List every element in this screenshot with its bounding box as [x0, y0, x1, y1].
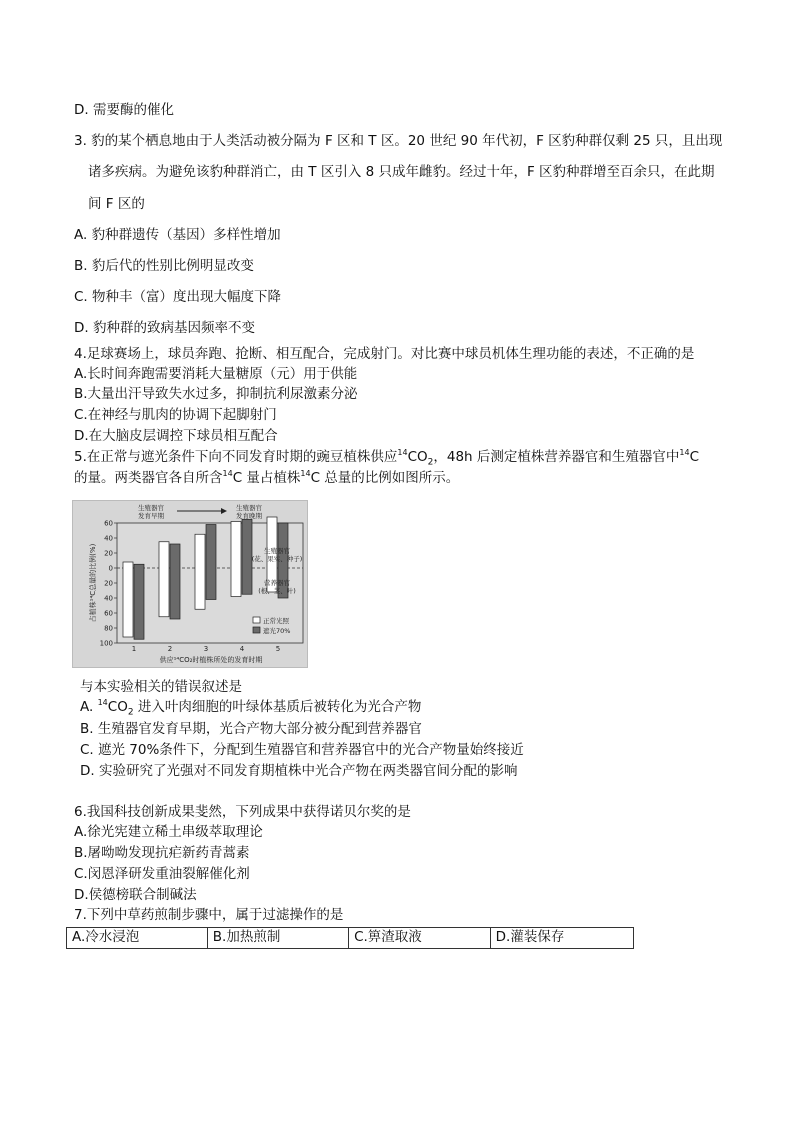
lower-region-line1: 营养器官: [264, 579, 290, 587]
q3-option-b: B. 豹后代的性别比例明显改变: [74, 258, 254, 274]
q5-stem-line2: 的量。两类器官各自所含$^{14}$C 量占植株$^{14}$C 总量的比例如图所示。: [74, 469, 460, 486]
y-tick-label: 60: [104, 609, 113, 618]
q3-stem-line3: 间 F 区的: [88, 196, 145, 212]
q7-options-table: [66, 927, 634, 949]
bar-normal-light-3: [195, 534, 205, 609]
q4-stem: 4.足球赛场上，球员奔跑、抢断、相互配合，完成射门。对比赛中球员机体生理功能的表述，不正确的是: [74, 346, 695, 362]
photosynthate-allocation-chart: [72, 500, 308, 668]
x-tick-label: 2: [167, 645, 173, 653]
upper-region-line2: (花、果实、种子): [251, 555, 303, 563]
x-tick-label: 3: [203, 645, 209, 653]
q5-option-a: A. $^{14}CO_2$ 进入叶肉细胞的叶绿体基质后被转化为光合产物: [80, 698, 422, 718]
lower-region-line2: (根、茎、叶): [258, 587, 296, 595]
q7-option-b: B.加热煎制: [207, 928, 348, 949]
header-left-line1: 生殖器官: [138, 504, 164, 512]
q7-options-row: [67, 928, 634, 949]
bar-normal-light-1: [123, 562, 133, 637]
q4-option-d: D.在大脑皮层调控下球员相互配合: [74, 428, 278, 444]
upper-region-line1: 生殖器官: [264, 547, 290, 555]
legend-swatch-normal: [253, 617, 260, 623]
x-tick-label: 4: [239, 645, 245, 653]
legend-label-normal: 正常光照: [263, 617, 289, 625]
bar-shade-70-4: [242, 519, 252, 594]
y-tick-label: 80: [104, 624, 113, 633]
legend-label-shade: 遮光70%: [263, 627, 291, 635]
q3-option-a: A. 豹种群遗传（基因）多样性增加: [74, 227, 281, 243]
q6-option-d: D.侯德榜联合制碱法: [74, 887, 197, 903]
x-tick-label: 5: [275, 645, 281, 653]
bar-shade-70-2: [170, 544, 180, 619]
x-tick-label: 1: [131, 645, 137, 653]
q5-option-b: B. 生殖器官发育早期，光合产物大部分被分配到营养器官: [80, 721, 422, 737]
q7-stem: 7.下列中草药煎制步骤中，属于过滤操作的是: [74, 907, 344, 923]
header-right-line1: 生殖器官: [236, 504, 262, 512]
chart-svg: [73, 501, 307, 667]
bar-normal-light-4: [231, 522, 241, 597]
header-arrow-head: [221, 508, 227, 514]
q6-option-b: B.屠呦呦发现抗疟新药青蒿素: [74, 845, 250, 861]
header-right-line2: 发育晚期: [236, 512, 262, 520]
q2-option-d: D. 需要酶的催化: [74, 102, 174, 118]
q3-option-d: D. 豹种群的致病基因频率不变: [74, 320, 255, 336]
header-left-line2: 发育早期: [138, 512, 164, 520]
y-tick-label: 20: [104, 549, 113, 558]
q5-option-d: D. 实验研究了光强对不同发育期植株中光合产物在两类器官间分配的影响: [80, 763, 518, 779]
q7-option-a: A.冷水浸泡: [67, 928, 208, 949]
q7-option-c: C.箅渣取液: [349, 928, 491, 949]
y-tick-label: 60: [104, 519, 113, 528]
q3-stem-line2: 诸多疾病。为避免该豹种群消亡，由 T 区引入 8 只成年雌豹。经过十年，F 区豹种群增至百余只，在此期: [88, 164, 715, 180]
q6-stem: 6.我国科技创新成果斐然，下列成果中获得诺贝尔奖的是: [74, 804, 411, 820]
q3-option-c: C. 物种丰（富）度出现大幅度下降: [74, 289, 282, 305]
x-axis-label: 供应¹⁴CO₂时植株所处的发育时期: [159, 656, 263, 664]
q4-option-c: C.在神经与肌肉的协调下起脚射门: [74, 407, 277, 423]
q6-option-c: C.闵恩泽研发重油裂解催化剂: [74, 866, 250, 882]
q5-option-c: C. 遮光 70%条件下，分配到生殖器官和营养器官中的光合产物量始终接近: [80, 742, 524, 758]
legend-swatch-shade: [253, 627, 260, 633]
q5-lead: 与本实验相关的错误叙述是: [80, 679, 242, 695]
bar-normal-light-2: [159, 542, 169, 617]
y-tick-label: 40: [104, 534, 113, 543]
y-axis-label: 占植株¹⁴C总量的比例(%): [89, 543, 97, 623]
q7-option-d: D.灌装保存: [490, 928, 633, 949]
q4-option-b: B.大量出汗导致失水过多，抑制抗利尿激素分泌: [74, 386, 358, 402]
y-tick-label: 0: [108, 564, 113, 573]
bar-shade-70-1: [134, 564, 144, 639]
q4-option-a: A.长时间奔跑需要消耗大量糖原（元）用于供能: [74, 366, 358, 382]
y-tick-label: 20: [104, 579, 113, 588]
bar-shade-70-3: [206, 525, 216, 600]
q3-stem-line1: 3. 豹的某个栖息地由于人类活动被分隔为 F 区和 T 区。20 世纪 90 年代初，F 区豹种群仅剩 25 只，且出现: [74, 133, 723, 149]
q6-option-a: A.徐光宪建立稀土串级萃取理论: [74, 824, 263, 840]
q5-stem-line1: 5.在正常与遮光条件下向不同发育时期的豌豆植株供应$^{14}CO_2$，48h 后测定植株营养器官和生殖器官中$^{14}$C: [74, 448, 700, 468]
y-tick-label: 100: [99, 639, 113, 648]
y-tick-label: 40: [104, 594, 113, 603]
